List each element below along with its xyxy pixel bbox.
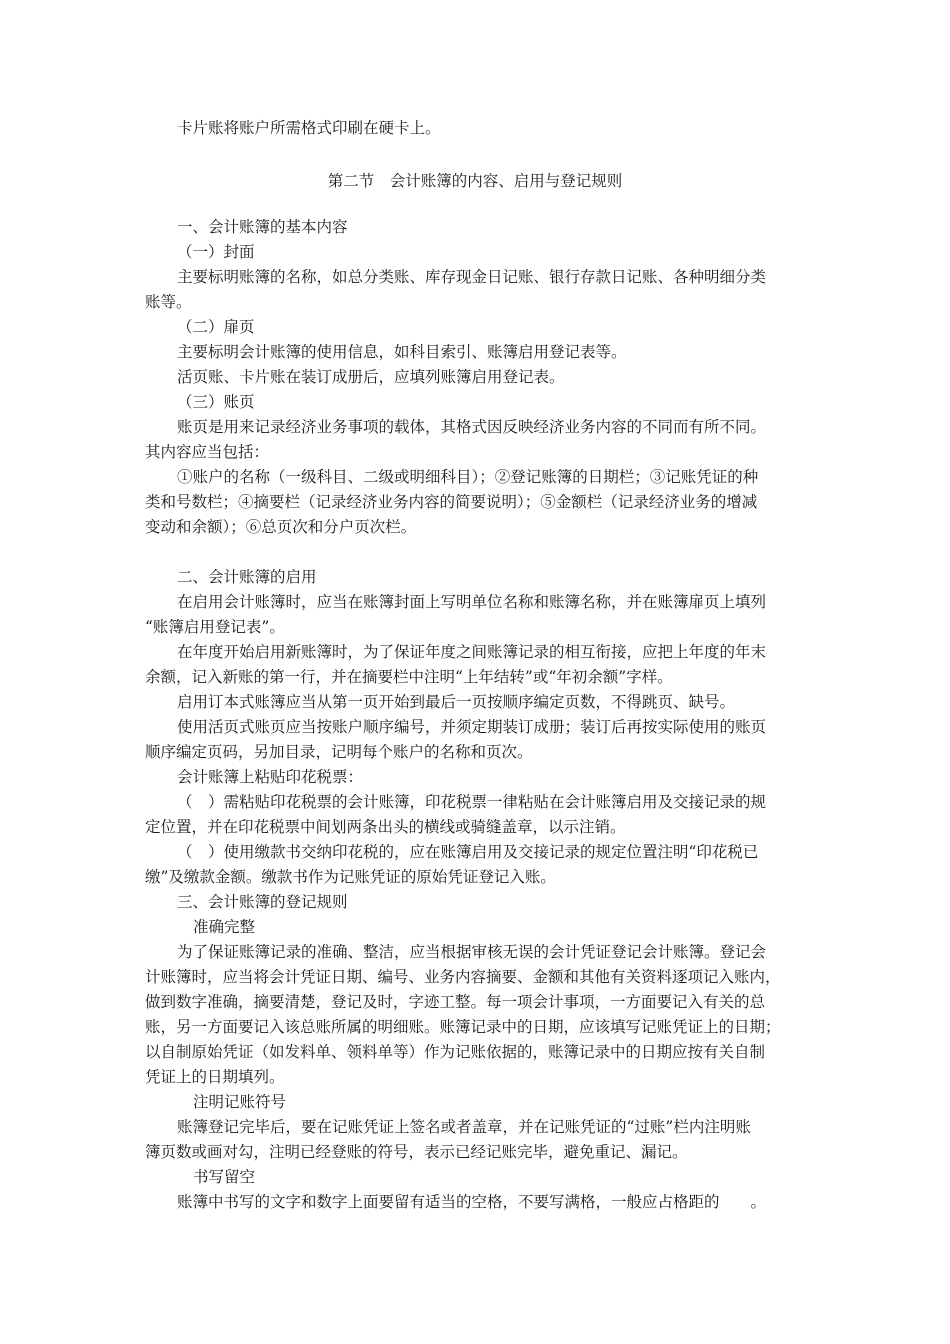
paragraph-line: 账，另一方面要记入该总账所属的明细账。账簿记录中的日期，应该填写记账凭证上的日期； — [145, 1018, 781, 1036]
heading-registration-rules: 三、会计账簿的登记规则 — [177, 893, 348, 911]
subheading-title-page: （二）扉页 — [177, 318, 255, 336]
paragraph-line: 使用活页式账页应当按账户顺序编号，并须定期装订成册；装订后再按实际使用的账页 — [177, 718, 767, 736]
paragraph-line: （ ）使用缴款书交纳印花税的，应在账簿启用及交接记录的规定位置注明“印花税已 — [177, 843, 759, 861]
paragraph-line: 主要标明账簿的名称，如总分类账、库存现金日记账、银行存款日记账、各种明细分类 — [177, 268, 767, 286]
paragraph-line: 顺序编定页码，另加目录，记明每个账户的名称和页次。 — [145, 743, 533, 761]
paragraph-line: ①账户的名称（一级科目、二级或明细科目）；②登记账簿的日期栏；③记账凭证的种 — [177, 468, 759, 486]
paragraph-line: 在年度开始启用新账簿时，为了保证年度之间账簿记录的相互衔接，应把上年度的年末 — [177, 643, 767, 661]
subheading-leave-space: 书写留空 — [193, 1168, 256, 1186]
paragraph-line: 活页账、卡片账在装订成册后，应填列账簿启用登记表。 — [177, 368, 565, 386]
paragraph-line: 做到数字准确，摘要清楚，登记及时，字迹工整。每一项会计事项，一方面要记入有关的总 — [145, 993, 766, 1011]
subheading-account-page: （三）账页 — [177, 393, 255, 411]
paragraph-line: （ ）需粘贴印花税票的会计账簿，印花税票一律粘贴在会计账簿启用及交接记录的规 — [177, 793, 767, 811]
section-title: 第二节 会计账簿的内容、启用与登记规则 — [327, 172, 623, 190]
paragraph-line: 类和号数栏；④摘要栏（记录经济业务内容的简要说明）；⑤金额栏（记录经济业务的增减 — [145, 493, 758, 511]
paragraph-line: 计账簿时，应当将会计凭证日期、编号、业务内容摘要、金额和其他有关资料逐项记入账内， — [145, 968, 781, 986]
paragraph-line: 凭证上的日期填列。 — [145, 1068, 285, 1086]
paragraph-line: 簿页数或画对勾，注明已经登账的符号，表示已经记账完毕，避免重记、漏记。 — [145, 1143, 688, 1161]
paragraph-line: “账簿启用登记表”。 — [145, 618, 285, 636]
paragraph-line: 账簿中书写的文字和数字上面要留有适当的空格，不要写满格，一般应占格距的 。 — [177, 1193, 767, 1211]
paragraph-line: 在启用会计账簿时，应当在账簿封面上写明单位名称和账簿名称，并在账簿扉页上填列 — [177, 593, 767, 611]
paragraph-line: 定位置，并在印花税票中间划两条出头的横线或骑缝盖章，以示注销。 — [145, 818, 626, 836]
paragraph-line: 缴”及缴款金额。缴款书作为记账凭证的原始凭证登记入账。 — [145, 868, 556, 886]
paragraph-line: 账等。 — [145, 293, 192, 311]
subheading-cover: （一）封面 — [177, 243, 255, 261]
heading-book-activation: 二、会计账簿的启用 — [177, 568, 317, 586]
subheading-posting-mark: 注明记账符号 — [193, 1093, 287, 1111]
subheading-accurate-complete: 准确完整 — [193, 918, 256, 936]
paragraph-line: 账簿登记完毕后，要在记账凭证上签名或者盖章，并在记账凭证的“过账”栏内注明账 — [177, 1118, 751, 1136]
paragraph-line: 余额，记入新账的第一行，并在摘要栏中注明“上年结转”或“年初余额”字样。 — [145, 668, 673, 686]
heading-basic-content: 一、会计账簿的基本内容 — [177, 218, 348, 236]
paragraph-line: 会计账簿上粘贴印花税票： — [177, 768, 364, 786]
paragraph-line: 其内容应当包括： — [145, 443, 270, 461]
paragraph-line: 卡片账将账户所需格式印刷在硬卡上。 — [177, 119, 441, 137]
paragraph-line: 启用订本式账簿应当从第一页开始到最后一页按顺序编定页数，不得跳页、缺号。 — [177, 693, 736, 711]
paragraph-line: 为了保证账簿记录的准确、整洁，应当根据审核无误的会计凭证登记会计账簿。登记会 — [177, 943, 767, 961]
paragraph-line: 变动和余额）；⑥总页次和分户页次栏。 — [145, 518, 417, 536]
paragraph-line: 账页是用来记录经济业务事项的载体，其格式因反映经济业务内容的不同而有所不同。 — [177, 418, 767, 436]
paragraph-line: 主要标明会计账簿的使用信息，如科目索引、账簿启用登记表等。 — [177, 343, 627, 361]
paragraph-line: 以自制原始凭证（如发料单、领料单等）作为记账依据的，账簿记录中的日期应按有关自制 — [145, 1043, 766, 1061]
